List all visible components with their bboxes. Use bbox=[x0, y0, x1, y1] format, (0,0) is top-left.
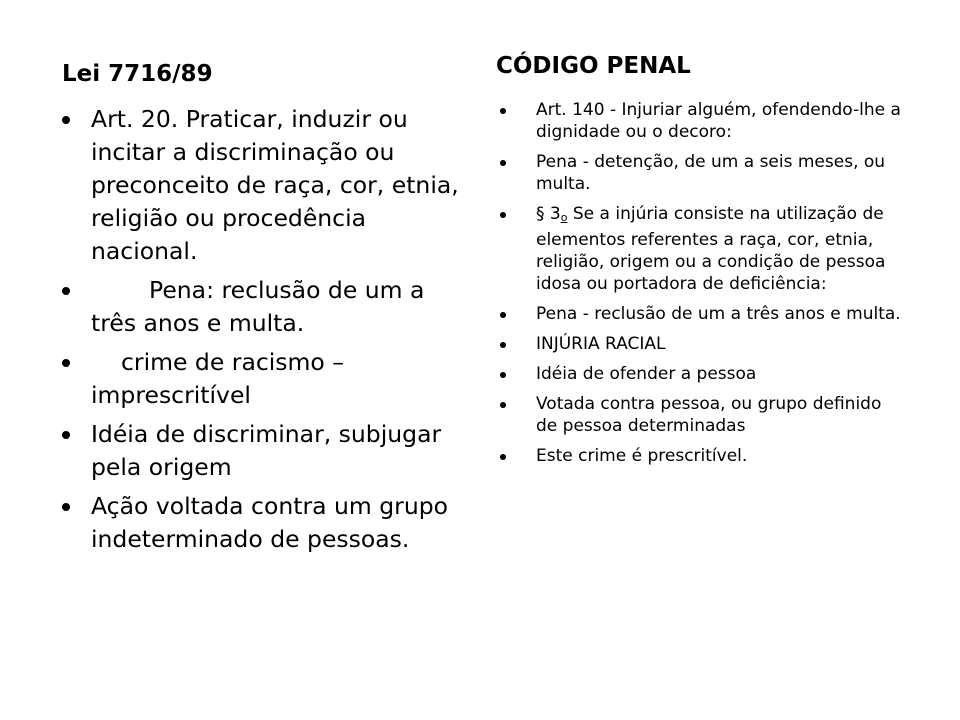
list-item bbox=[500, 393, 905, 437]
list-item-text: INJÚRIA RACIAL bbox=[536, 334, 666, 354]
list-item bbox=[500, 99, 905, 143]
list-item bbox=[500, 203, 905, 295]
bullet-icon bbox=[500, 312, 506, 318]
bullet-icon bbox=[62, 431, 70, 439]
list-item bbox=[500, 445, 905, 467]
list-item bbox=[62, 274, 462, 340]
list-item-text: Pena - detenção, de um a seis meses, ou multa. bbox=[536, 152, 886, 194]
right-bullet-list bbox=[500, 99, 905, 475]
left-bullet-list bbox=[62, 103, 462, 562]
list-item bbox=[500, 303, 905, 325]
bullet-icon bbox=[500, 108, 506, 114]
right-heading: CÓDIGO PENAL bbox=[496, 53, 691, 79]
list-item-text: Ação voltada contra um grupo indeterminado de pessoas. bbox=[91, 492, 449, 553]
paragraph-sign-prefix: § 3 bbox=[536, 204, 561, 224]
list-item bbox=[500, 363, 905, 385]
bullet-icon bbox=[500, 160, 506, 166]
bullet-icon bbox=[62, 503, 70, 511]
ordinal-superscript: o bbox=[560, 211, 568, 224]
left-heading: Lei 7716/89 bbox=[62, 61, 213, 87]
bullet-icon bbox=[500, 372, 506, 378]
bullet-icon bbox=[62, 116, 70, 124]
list-item-text: Este crime é prescritível. bbox=[536, 446, 748, 466]
bullet-icon bbox=[500, 402, 506, 408]
list-item bbox=[500, 151, 905, 195]
bullet-icon bbox=[62, 359, 70, 367]
list-item bbox=[62, 490, 462, 556]
list-item-text: Idéia de discriminar, subjugar pela origem bbox=[91, 420, 442, 481]
list-item bbox=[62, 103, 462, 268]
list-item bbox=[62, 418, 462, 484]
list-item-text: Votada contra pessoa, ou grupo definido de pessoa determinadas bbox=[536, 394, 882, 436]
list-item-text: Se a injúria consiste na utilização de elementos referentes a raça, cor, etnia, religião, origem ou a condição de pessoa idosa ou portadora de deficiência: bbox=[536, 204, 886, 294]
list-item-text: crime de racismo – imprescritível bbox=[91, 348, 345, 409]
list-item-text: Idéia de ofender a pessoa bbox=[536, 364, 757, 384]
bullet-icon bbox=[500, 342, 506, 348]
list-item bbox=[500, 333, 905, 355]
list-item bbox=[62, 346, 462, 412]
list-item-text: Art. 20. Praticar, induzir ou incitar a discriminação ou preconceito de raça, cor, etnia, religião ou procedência nacional. bbox=[91, 105, 459, 265]
bullet-icon bbox=[62, 287, 70, 295]
bullet-icon bbox=[500, 454, 506, 460]
list-item-text: Art. 140 - Injuriar alguém, ofendendo-lhe a dignidade ou o decoro: bbox=[536, 100, 901, 142]
list-item-text: Pena - reclusão de um a três anos e multa. bbox=[536, 304, 901, 324]
bullet-icon bbox=[500, 212, 506, 218]
list-item-text: Pena: reclusão de um a três anos e multa. bbox=[91, 276, 425, 337]
